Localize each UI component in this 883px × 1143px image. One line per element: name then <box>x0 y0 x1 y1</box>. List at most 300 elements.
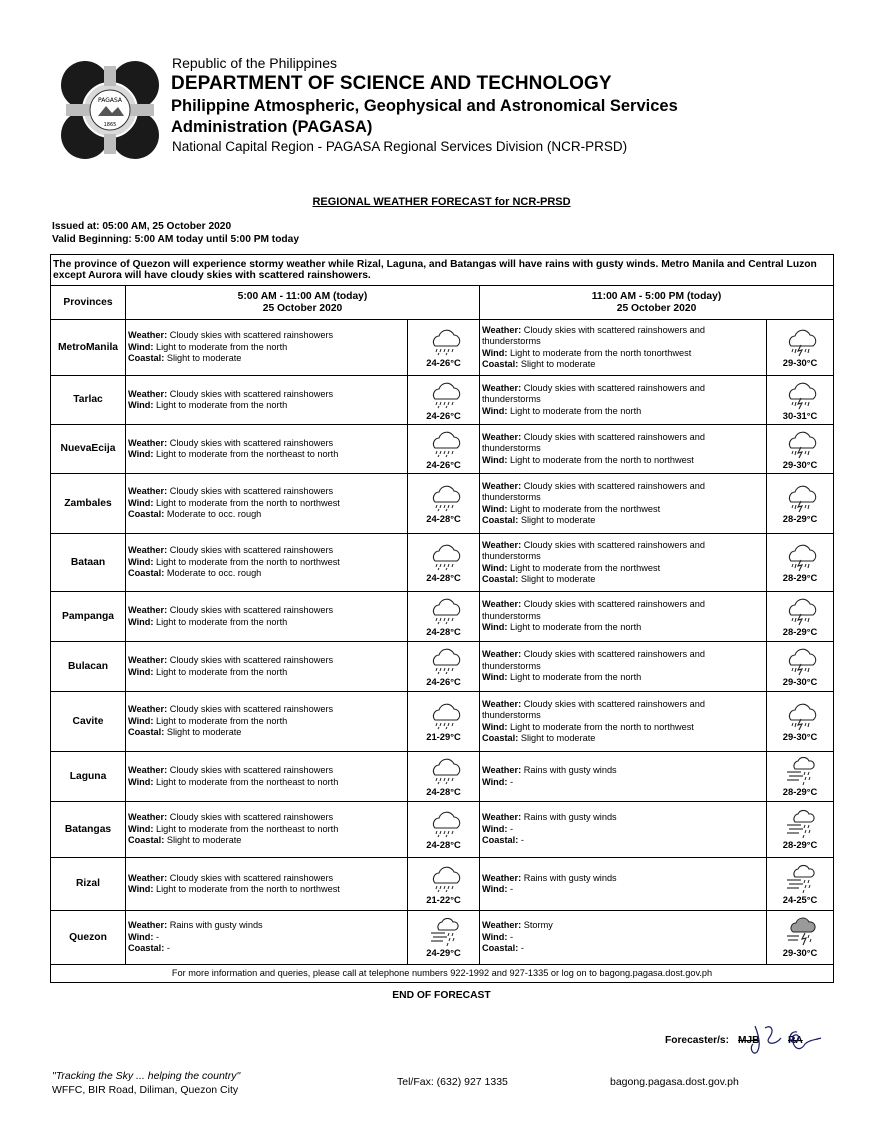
period1-icon-cell <box>408 534 480 592</box>
period2-details <box>480 802 767 858</box>
period1-header <box>126 286 480 320</box>
temperature: 29-30°C <box>782 357 818 369</box>
wind-line <box>128 777 405 789</box>
gusty-rain-icon <box>425 916 463 948</box>
wind-line <box>128 932 405 944</box>
period2-details <box>480 858 767 911</box>
weather-label: Weather: <box>128 765 168 775</box>
period2-details <box>480 534 767 592</box>
period1-details <box>126 752 408 802</box>
wind-label: Wind: <box>482 454 508 465</box>
provinces-header: Provinces <box>51 286 126 320</box>
weather-label: Weather: <box>128 486 168 497</box>
footer-website: bagong.pagasa.dost.gov.ph <box>610 1076 739 1088</box>
period1-details <box>126 858 408 911</box>
coastal-label: Coastal: <box>482 733 519 743</box>
coastal-value: Slight to moderate <box>166 353 242 364</box>
weather-value: Rains with gusty winds <box>523 812 617 823</box>
wind-value: - <box>510 823 514 834</box>
wind-line <box>128 557 405 569</box>
wind-value: Light to moderate from the north tonorthwest <box>510 347 692 358</box>
coastal-line <box>128 835 405 847</box>
thunderstorm-icon <box>781 482 819 514</box>
period1-time: 5:00 AM - 11:00 AM (today) <box>237 291 368 302</box>
wind-value: Light to moderate from the north <box>156 715 288 726</box>
period1-details <box>126 534 408 592</box>
weather-label: Weather: <box>482 872 522 883</box>
temperature: 24-28°C <box>426 839 461 851</box>
thunderstorm-icon <box>781 379 819 411</box>
wind-value: Light to moderate from the northeast to north <box>156 776 339 787</box>
gusty-rain-icon <box>781 808 819 840</box>
weather-label: Weather: <box>482 599 522 610</box>
footer-motto: "Tracking the Sky ... helping the country" <box>52 1070 241 1082</box>
table-row <box>51 752 834 802</box>
wind-label: Wind: <box>128 341 154 352</box>
coastal-label: Coastal: <box>482 943 519 954</box>
wind-label: Wind: <box>482 672 508 683</box>
coastal-line <box>482 359 764 371</box>
wind-line <box>128 342 405 354</box>
wind-label: Wind: <box>482 622 508 633</box>
wind-label: Wind: <box>482 347 508 358</box>
weather-value: Cloudy skies with scattered rainshowers <box>169 765 334 775</box>
period1-icon-cell <box>408 858 480 911</box>
page-title: REGIONAL WEATHER FORECAST for NCR-PRSD <box>312 196 571 208</box>
period2-icon-cell <box>767 858 834 911</box>
weather-value: Cloudy skies with scattered rainshowers and thunderstorms <box>482 649 706 671</box>
cloud-rain-icon <box>425 541 463 573</box>
weather-line <box>482 481 764 504</box>
weather-line <box>128 389 405 401</box>
table-row <box>51 425 834 474</box>
wind-value: Light to moderate from the north <box>156 666 288 677</box>
wind-label: Wind: <box>482 562 508 573</box>
province-name: Batangas <box>51 802 126 858</box>
period2-details <box>480 692 767 752</box>
cloud-rain-icon <box>425 645 463 677</box>
weather-value: Cloudy skies with scattered rainshowers <box>169 330 334 341</box>
period2-icon-cell <box>767 802 834 858</box>
period1-icon-cell <box>408 320 480 376</box>
period1-icon-cell <box>408 911 480 965</box>
wind-label: Wind: <box>128 931 154 942</box>
wind-line <box>482 824 764 836</box>
weather-line <box>482 599 764 622</box>
valid-period: Valid Beginning: 5:00 AM today until 5:00 PM today <box>52 234 299 245</box>
forecast-summary: The province of Quezon will experience stormy weather while Rizal, Laguna, and Batangas will have rains with gusty winds. Metro Manila and Central Luzon except Aurora will have cloudy skies with scattered rainshowers. <box>51 255 834 286</box>
period1-details <box>126 642 408 692</box>
weather-label: Weather: <box>128 330 168 341</box>
wind-value: Light to moderate from the north <box>156 341 288 352</box>
wind-value: - <box>156 931 160 942</box>
logo-year: 1865 <box>103 122 117 128</box>
weather-line <box>128 330 405 342</box>
wind-line <box>128 449 405 461</box>
coastal-value: Slight to moderate <box>166 835 242 846</box>
wind-value: Light to moderate from the north to northwest <box>510 454 694 465</box>
province-name: Bataan <box>51 534 126 592</box>
wind-line <box>482 622 764 634</box>
wind-label: Wind: <box>482 776 508 787</box>
forecaster-signature <box>735 1018 835 1058</box>
temperature: 28-29°C <box>782 626 818 638</box>
weather-label: Weather: <box>128 655 168 665</box>
cloud-rain-icon <box>425 379 463 411</box>
temperature: 24-26°C <box>426 357 461 369</box>
thunderstorm-icon <box>781 428 819 460</box>
wind-line <box>482 884 764 896</box>
weather-value: Cloudy skies with scattered rainshowers <box>169 437 334 448</box>
weather-value: Cloudy skies with scattered rainshowers and thunderstorms <box>482 382 706 405</box>
cloud-rain-icon <box>425 428 463 460</box>
weather-line <box>128 655 405 667</box>
cloud-rain-icon <box>425 863 463 895</box>
wind-line <box>128 498 405 510</box>
period2-details <box>480 642 767 692</box>
weather-value: Rains with gusty winds <box>169 920 263 931</box>
gusty-rain-icon <box>781 863 819 895</box>
period2-icon-cell <box>767 474 834 534</box>
period1-icon-cell <box>408 802 480 858</box>
wind-value: Light to moderate from the north <box>510 622 642 633</box>
weather-value: Cloudy skies with scattered rainshowers <box>169 605 334 615</box>
wind-value: - <box>510 931 514 942</box>
coastal-value: - <box>166 943 170 954</box>
temperature: 29-30°C <box>782 947 818 959</box>
weather-value: Cloudy skies with scattered rainshowers and thunderstorms <box>482 599 706 621</box>
weather-label: Weather: <box>482 324 522 335</box>
weather-value: Cloudy skies with scattered rainshowers <box>169 388 334 399</box>
weather-value: Rains with gusty winds <box>523 765 617 775</box>
period1-icon-cell <box>408 642 480 692</box>
thunderstorm-icon <box>781 326 819 358</box>
period1-icon-cell <box>408 752 480 802</box>
end-of-forecast: END OF FORECAST <box>392 990 491 1001</box>
table-row <box>51 858 834 911</box>
weather-label: Weather: <box>128 812 168 823</box>
temperature: 24-26°C <box>426 458 461 470</box>
temperature: 28-29°C <box>782 513 818 525</box>
weather-line <box>482 920 764 932</box>
wind-line <box>128 667 405 679</box>
contact-footnote: For more information and queries, please call at telephone numbers 922-1992 and 927-1335 or log on to bagong.pagasa.dost.gov.ph <box>51 965 834 983</box>
period1-icon-cell <box>408 376 480 425</box>
cloud-rain-icon <box>425 700 463 732</box>
wind-line <box>128 617 405 629</box>
period2-details <box>480 592 767 642</box>
cloud-rain-icon <box>425 595 463 627</box>
wind-label: Wind: <box>482 884 508 894</box>
province-name: Laguna <box>51 752 126 802</box>
weather-value: Cloudy skies with scattered rainshowers <box>169 655 334 665</box>
gusty-rain-icon <box>781 755 819 787</box>
wind-label: Wind: <box>128 616 154 627</box>
coastal-value: - <box>520 835 524 846</box>
coastal-value: Slight to moderate <box>166 727 242 738</box>
wind-value: Light to moderate from the northeast to north <box>156 449 339 459</box>
forecaster-label: Forecaster/s: <box>665 1035 729 1046</box>
weather-label: Weather: <box>128 605 168 615</box>
thunderstorm-icon <box>781 645 819 677</box>
coastal-line <box>128 943 405 955</box>
table-row <box>51 642 834 692</box>
thunderstorm-icon <box>781 541 819 573</box>
coastal-label: Coastal: <box>128 353 165 364</box>
province-name: Pampanga <box>51 592 126 642</box>
wind-label: Wind: <box>482 931 508 942</box>
wind-line <box>482 672 764 684</box>
coastal-label: Coastal: <box>128 835 165 846</box>
wind-value: Light to moderate from the north <box>156 400 288 410</box>
weather-line <box>128 765 405 777</box>
table-row <box>51 320 834 376</box>
temperature: 24-26°C <box>426 409 461 421</box>
wind-label: Wind: <box>128 497 154 508</box>
weather-line <box>128 704 405 716</box>
weather-value: Cloudy skies with scattered rainshowers and thunderstorms <box>482 324 706 346</box>
period1-icon-cell <box>408 474 480 534</box>
wind-label: Wind: <box>128 556 154 567</box>
table-row <box>51 474 834 534</box>
coastal-value: Slight to moderate <box>520 515 596 525</box>
coastal-line <box>482 574 764 586</box>
weather-line <box>482 383 764 406</box>
division-name: National Capital Region - PAGASA Regional Services Division (NCR-PRSD) <box>172 139 628 154</box>
coastal-value: Moderate to occ. rough <box>166 509 262 520</box>
weather-value: Rains with gusty winds <box>523 872 617 883</box>
agency-name: Philippine Atmospheric, Geophysical and Astronomical Services Administration (PAGASA) <box>171 97 678 136</box>
coastal-label: Coastal: <box>128 943 165 954</box>
province-name: Quezon <box>51 911 126 965</box>
coastal-label: Coastal: <box>482 359 519 369</box>
table-row <box>51 911 834 965</box>
period1-icon-cell <box>408 425 480 474</box>
wind-label: Wind: <box>482 823 508 834</box>
wind-line <box>482 406 764 418</box>
weather-value: Cloudy skies with scattered rainshowers <box>169 545 334 556</box>
weather-label: Weather: <box>482 812 522 823</box>
weather-line <box>482 649 764 672</box>
wind-label: Wind: <box>482 405 508 416</box>
period2-details <box>480 320 767 376</box>
wind-value: Light to moderate from the north to northwest <box>510 721 694 732</box>
period2-details <box>480 752 767 802</box>
temperature: 24-28°C <box>426 786 461 798</box>
coastal-line <box>482 733 764 745</box>
coastal-line <box>482 515 764 527</box>
weather-label: Weather: <box>128 920 168 931</box>
period2-icon-cell <box>767 592 834 642</box>
period2-date: 25 October 2020 <box>616 302 697 314</box>
wind-line <box>128 824 405 836</box>
wind-label: Wind: <box>128 776 154 787</box>
wind-value: Light to moderate from the northeast to north <box>156 823 339 834</box>
weather-line <box>482 540 764 563</box>
table-row <box>51 592 834 642</box>
coastal-line <box>128 727 405 739</box>
weather-label: Weather: <box>482 431 522 442</box>
wind-line <box>128 884 405 896</box>
period2-icon-cell <box>767 642 834 692</box>
weather-line <box>482 699 764 722</box>
issued-at: Issued at: 05:00 AM, 25 October 2020 <box>52 221 232 232</box>
weather-label: Weather: <box>482 920 522 931</box>
weather-line <box>128 438 405 450</box>
period2-icon-cell <box>767 376 834 425</box>
wind-label: Wind: <box>128 449 154 459</box>
weather-line <box>482 873 764 885</box>
temperature: 24-29°C <box>426 947 461 959</box>
weather-label: Weather: <box>482 649 522 660</box>
weather-line <box>128 812 405 824</box>
period1-icon-cell <box>408 692 480 752</box>
temperature: 30-31°C <box>782 409 818 421</box>
weather-label: Weather: <box>482 480 522 491</box>
wind-label: Wind: <box>128 823 154 834</box>
wind-line <box>128 716 405 728</box>
period2-icon-cell <box>767 911 834 965</box>
coastal-line <box>128 509 405 521</box>
cloud-rain-icon <box>425 326 463 358</box>
coastal-line <box>128 353 405 365</box>
department-name: DEPARTMENT OF SCIENCE AND TECHNOLOGY <box>171 73 612 94</box>
weather-value: Cloudy skies with scattered rainshowers and thunderstorms <box>482 698 706 720</box>
period1-details <box>126 911 408 965</box>
wind-value: Light to moderate from the northwest <box>510 562 661 573</box>
logo-text: PAGASA <box>97 97 123 104</box>
wind-value: - <box>510 776 514 787</box>
weather-label: Weather: <box>482 382 522 393</box>
thunderstorm-icon <box>781 595 819 627</box>
wind-line <box>482 348 764 360</box>
period1-icon-cell <box>408 592 480 642</box>
wind-label: Wind: <box>128 400 154 410</box>
weather-label: Weather: <box>128 545 168 556</box>
weather-line <box>128 920 405 932</box>
period2-icon-cell <box>767 534 834 592</box>
wind-line <box>482 722 764 734</box>
weather-label: Weather: <box>482 539 522 550</box>
weather-value: Cloudy skies with scattered rainshowers <box>169 486 334 497</box>
wind-line <box>482 455 764 467</box>
weather-line <box>482 812 764 824</box>
temperature: 29-30°C <box>782 676 818 688</box>
weather-label: Weather: <box>482 765 522 775</box>
weather-label: Weather: <box>128 388 168 399</box>
wind-value: - <box>510 884 514 894</box>
wind-value: Light to moderate from the north <box>510 405 642 416</box>
wind-value: Light to moderate from the north <box>510 672 642 683</box>
weather-label: Weather: <box>128 437 168 448</box>
weather-line <box>128 873 405 885</box>
coastal-label: Coastal: <box>128 727 165 738</box>
temperature: 29-30°C <box>782 458 818 470</box>
temperature: 24-26°C <box>426 676 461 688</box>
thunderstorm-icon <box>781 700 819 732</box>
weather-line <box>482 765 764 777</box>
wind-label: Wind: <box>482 721 508 732</box>
weather-value: Cloudy skies with scattered rainshowers <box>169 704 334 715</box>
period2-icon-cell <box>767 320 834 376</box>
period1-details <box>126 692 408 752</box>
cloud-rain-icon <box>425 755 463 787</box>
forecaster-2: RA <box>788 1035 803 1046</box>
wind-line <box>482 563 764 575</box>
weather-value: Cloudy skies with scattered rainshowers <box>169 812 334 823</box>
wind-line <box>128 400 405 412</box>
coastal-line <box>482 943 764 955</box>
weather-value: Stormy <box>523 920 553 931</box>
temperature: 24-28°C <box>426 572 461 584</box>
coastal-value: Slight to moderate <box>520 733 596 743</box>
issue-info <box>52 220 299 246</box>
temperature: 21-22°C <box>426 893 461 905</box>
wind-value: Light to moderate from the north <box>156 616 288 627</box>
coastal-label: Coastal: <box>482 515 519 525</box>
temperature: 21-29°C <box>426 731 461 743</box>
stormy-icon <box>781 916 819 948</box>
weather-label: Weather: <box>128 872 168 883</box>
temperature: 24-28°C <box>426 626 461 638</box>
coastal-value: Slight to moderate <box>520 574 596 584</box>
period2-header <box>480 286 834 320</box>
province-name: Bulacan <box>51 642 126 692</box>
coastal-value: Moderate to occ. rough <box>166 568 262 579</box>
coastal-line <box>128 568 405 580</box>
temperature: 28-29°C <box>782 572 818 584</box>
period1-details <box>126 376 408 425</box>
period2-time: 11:00 AM - 5:00 PM (today) <box>591 291 722 302</box>
table-row <box>51 692 834 752</box>
province-name: Rizal <box>51 858 126 911</box>
cloud-rain-icon <box>425 482 463 514</box>
temperature: 28-29°C <box>782 839 818 851</box>
wind-label: Wind: <box>128 715 154 726</box>
weather-label: Weather: <box>128 704 168 715</box>
period1-date: 25 October 2020 <box>262 302 343 314</box>
footer-telfax: Tel/Fax: (632) 927 1335 <box>397 1076 508 1088</box>
wind-line <box>482 504 764 516</box>
weather-value: Cloudy skies with scattered rainshowers and thunderstorms <box>482 539 706 561</box>
period1-details <box>126 425 408 474</box>
temperature: 29-30°C <box>782 731 818 743</box>
republic-text: Republic of the Philippines <box>172 55 337 71</box>
coastal-value: - <box>520 943 524 954</box>
period1-details <box>126 802 408 858</box>
table-row <box>51 534 834 592</box>
pagasa-logo <box>60 60 160 160</box>
province-name: MetroManila <box>51 320 126 376</box>
wind-value: Light to moderate from the northwest <box>510 503 661 514</box>
forecast-table <box>50 254 834 983</box>
period1-details <box>126 592 408 642</box>
coastal-label: Coastal: <box>482 574 519 584</box>
weather-value: Cloudy skies with scattered rainshowers <box>169 872 334 883</box>
temperature: 24-25°C <box>782 893 818 905</box>
province-name: NuevaEcija <box>51 425 126 474</box>
weather-label: Weather: <box>482 698 522 709</box>
province-name: Zambales <box>51 474 126 534</box>
weather-value: Cloudy skies with scattered rainshowers and thunderstorms <box>482 431 706 454</box>
weather-line <box>128 605 405 617</box>
period2-icon-cell <box>767 692 834 752</box>
period2-icon-cell <box>767 425 834 474</box>
weather-line <box>128 545 405 557</box>
period2-details <box>480 911 767 965</box>
wind-label: Wind: <box>128 666 154 677</box>
coastal-label: Coastal: <box>128 568 165 579</box>
